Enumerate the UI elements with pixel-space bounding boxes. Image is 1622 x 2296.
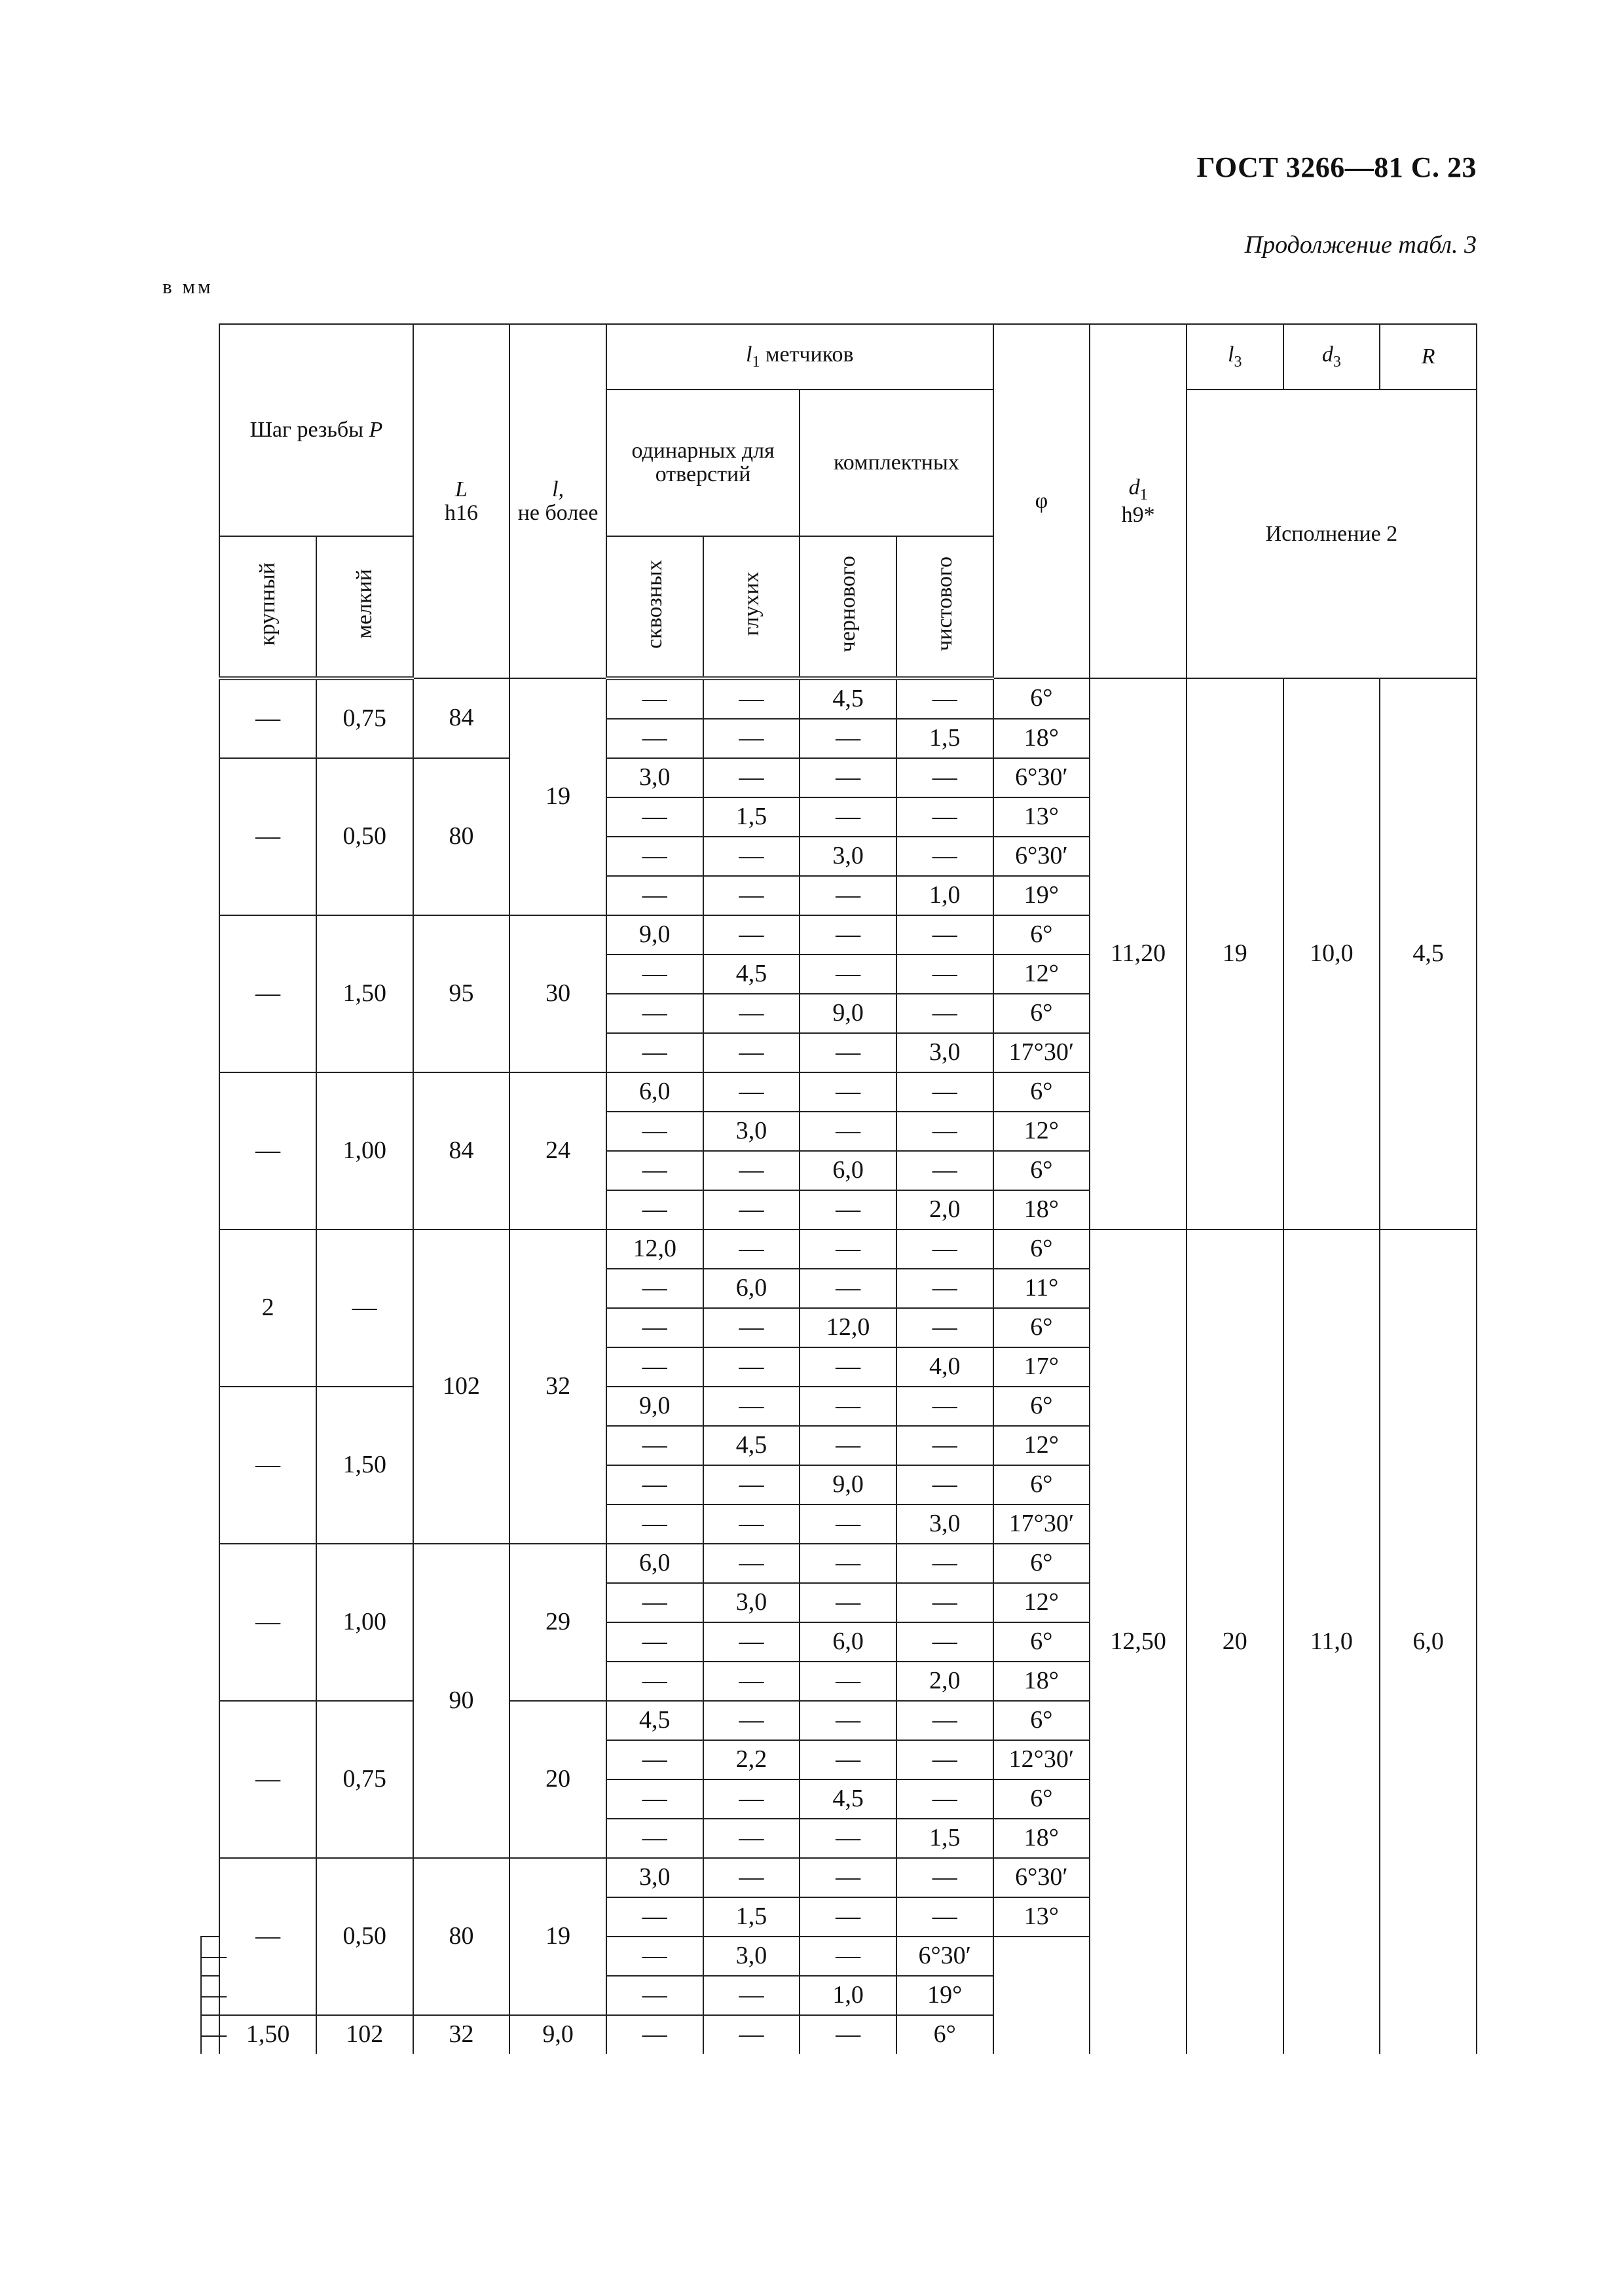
table-row: — — — 1,0 19°: [201, 876, 1477, 915]
table-row: — — 12,0 — 6°: [201, 1308, 1477, 1347]
table-row: — 1,00 90 29 6,0 — — — 6°: [201, 1544, 1477, 1583]
header-phi: φ: [993, 324, 1090, 678]
table-row: — — 9,0 — 6°: [201, 1465, 1477, 1504]
table-row: — 0,75 84 19 — — 4,5 — 6° 11,20 19 10,0 4,5: [201, 678, 1477, 719]
table-row: — — 3,0 — 6°30′: [201, 1937, 1477, 1976]
table-row: — 4,5 — — 12°: [201, 1426, 1477, 1465]
header-blind: глухих: [703, 536, 800, 678]
table-continuation-label: Продолжение табл. 3: [1244, 231, 1477, 259]
table-row: — 6,0 — — 11°: [201, 1269, 1477, 1308]
page-header: ГОСТ 3266—81 С. 23: [1196, 151, 1477, 183]
table-row: — — — 3,0 17°30′: [201, 1504, 1477, 1544]
header-d1: $d_1$ h9*: [1090, 324, 1187, 678]
table-row: — — 6,0 — 6°: [201, 1151, 1477, 1190]
table-row: — 1,5 — — 13°: [201, 1897, 1477, 1937]
header-thread-pitch: Шаг резьбы P: [219, 324, 413, 536]
table-row: — — — 1,5 18°: [201, 1819, 1477, 1858]
table-row: — 0,50 80 19 3,0 — — — 6°30′: [201, 1858, 1477, 1897]
thread-tap-table: [200, 323, 1477, 2054]
table-row: — 1,00 84 24 6,0 — — — 6°: [201, 1072, 1477, 1112]
table-row: — — — 4,0 17°: [201, 1347, 1477, 1387]
header-d3: $d_3$: [1283, 324, 1380, 390]
table-row: — 2,2 — — 12°30′: [201, 1740, 1477, 1779]
header-finish: чистового: [896, 536, 993, 678]
table-row: — — — 3,0 17°30′: [201, 1033, 1477, 1072]
table-row: 2 — 102 32 12,0 — — — 6° 12,50 20 11,0 6,0: [201, 1230, 1477, 1269]
table-row: — 1,5 — — 13°: [201, 797, 1477, 837]
header-fine: мелкий: [316, 536, 413, 678]
table-row: — — — 2,0 18°: [201, 1190, 1477, 1230]
header-through: сквозных: [606, 536, 703, 678]
header-l1-taps: $l_1$ метчиков: [606, 324, 993, 390]
header-l3: $l_3$: [1187, 324, 1283, 390]
table-row: — 3,0 — — 12°: [201, 1112, 1477, 1151]
header-version: Исполнение 2: [1187, 390, 1477, 678]
header-L: L h16: [413, 324, 510, 678]
table-row: — — 4,5 — 6°: [201, 1779, 1477, 1819]
table-row: — 3,0 — — 12°: [201, 1583, 1477, 1622]
table-row: — 0,75 20 4,5 — — — 6°: [201, 1701, 1477, 1740]
table-row: — 1,50 95 30 9,0 — — — 6°: [201, 915, 1477, 955]
header-single: одинарных для отверстий: [606, 390, 800, 536]
table-row: — — 3,0 — 6°30′: [201, 837, 1477, 876]
table-row: — 0,50 80 3,0 — — — 6°30′: [201, 758, 1477, 797]
table-row: — — 6,0 — 6°: [201, 1622, 1477, 1662]
table-row: — — 9,0 — 6°: [201, 994, 1477, 1033]
table-row: — 1,50 9,0 — — — 6°: [201, 1387, 1477, 1426]
table-row: — 4,5 — — 12°: [201, 955, 1477, 994]
units-label: в мм: [162, 275, 213, 298]
header-l: l, не более: [509, 324, 606, 678]
table-row: — — — 1,0 19°: [201, 1976, 1477, 2015]
header-rough: чернового: [800, 536, 896, 678]
header-coarse: крупный: [219, 536, 316, 678]
header-R: R: [1380, 324, 1477, 390]
table-row: — — — 2,0 18°: [201, 1662, 1477, 1701]
header-complete: комплектных: [800, 390, 993, 536]
table-row: — — — 1,5 18°: [201, 719, 1477, 758]
table-row: — 1,50 102 32 9,0 — — — 6°: [201, 2015, 1477, 2054]
